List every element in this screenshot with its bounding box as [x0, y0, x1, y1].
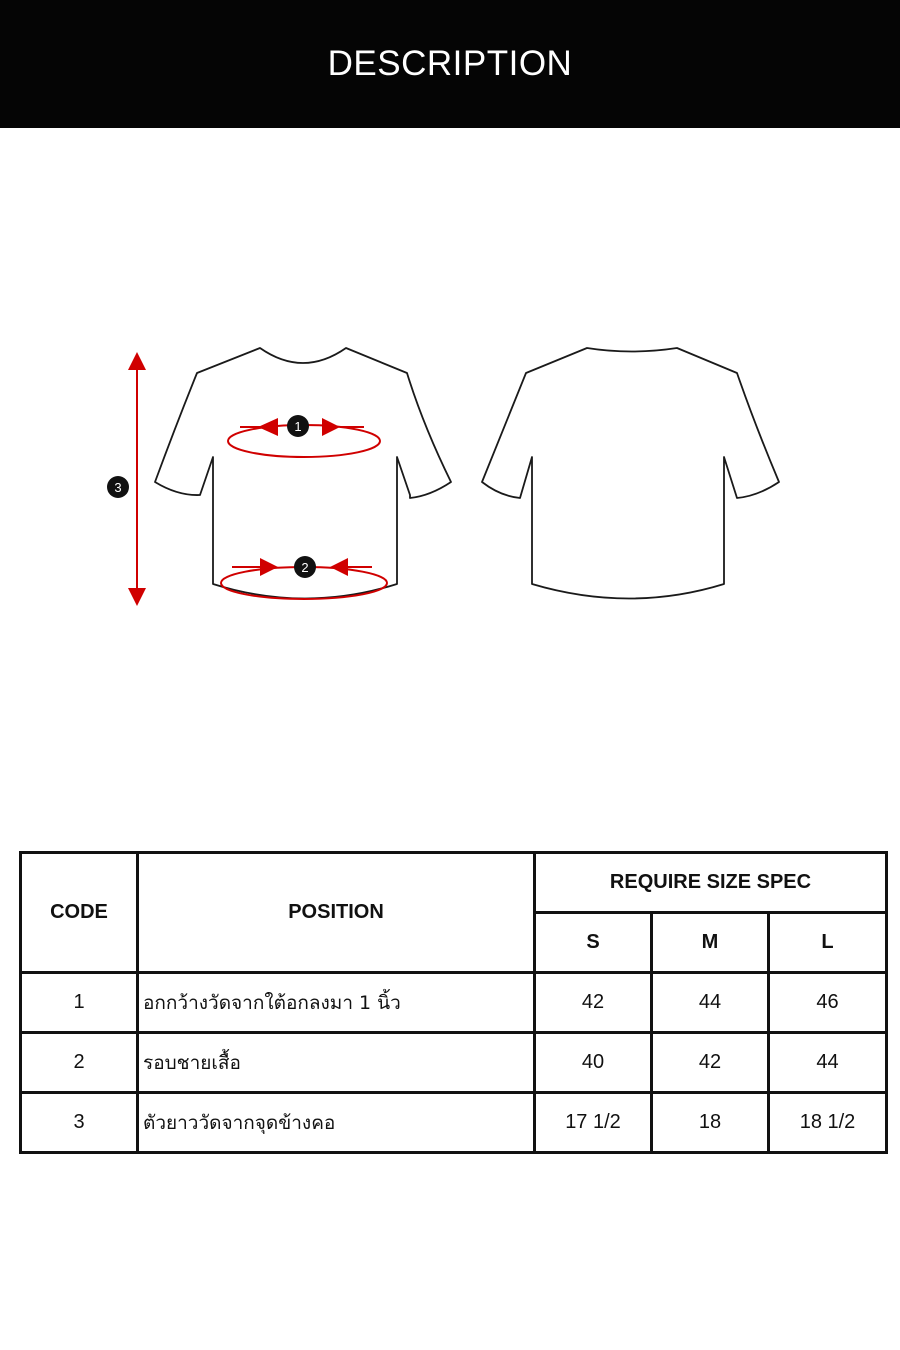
header-size-s: S [535, 913, 652, 973]
row-position: ตัวยาววัดจากจุดข้างคอ [138, 1093, 535, 1153]
chest-arrow-left [258, 418, 278, 436]
row-value-m: 44 [652, 973, 769, 1033]
row-value-l: 18 1/2 [769, 1093, 887, 1153]
header-size-m: M [652, 913, 769, 973]
hem-arrow-right [330, 558, 348, 576]
header-size-spec: REQUIRE SIZE SPEC [535, 853, 887, 913]
header-code: CODE [21, 853, 138, 973]
page-title: DESCRIPTION [327, 44, 573, 83]
row-code: 1 [21, 973, 138, 1033]
table-row [21, 1093, 887, 1153]
row-code: 3 [21, 1093, 138, 1153]
chest-arrow-right [322, 418, 340, 436]
row-value-m: 18 [652, 1093, 769, 1153]
marker-2-label: 2 [301, 560, 309, 575]
length-arrow-top [128, 352, 146, 370]
row-value-s: 40 [535, 1033, 652, 1093]
row-code: 2 [21, 1033, 138, 1093]
row-value-s: 17 1/2 [535, 1093, 652, 1153]
table-row [21, 1033, 887, 1093]
row-value-s: 42 [535, 973, 652, 1033]
row-value-l: 46 [769, 973, 887, 1033]
row-value-m: 42 [652, 1033, 769, 1093]
hem-arrow-left [260, 558, 278, 576]
back-shirt-outline [482, 348, 779, 599]
length-arrow-bottom [128, 588, 146, 606]
header-position: POSITION [138, 853, 535, 973]
header-bar [0, 0, 900, 128]
row-position: อกกว้างวัดจากใต้อกลงมา 1 นิ้ว [138, 973, 535, 1033]
measurement-diagram [0, 300, 900, 660]
row-value-l: 44 [769, 1033, 887, 1093]
table-row [21, 973, 887, 1033]
header-size-l: L [769, 913, 887, 973]
marker-1-label: 1 [294, 419, 302, 434]
row-position: รอบชายเสื้อ [138, 1033, 535, 1093]
size-spec-table [19, 851, 888, 1154]
marker-3-label: 3 [114, 480, 122, 495]
